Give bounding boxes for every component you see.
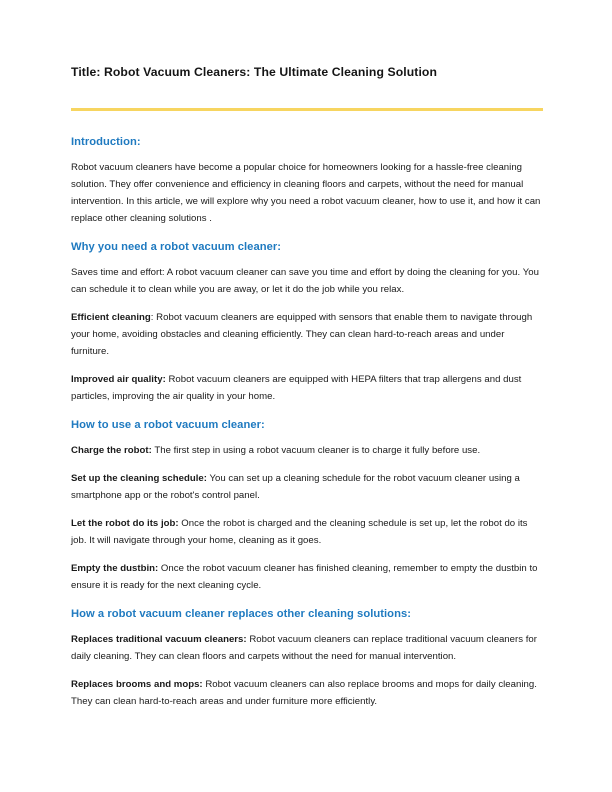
paragraph-lead: Replaces traditional vacuum cleaners: (71, 634, 247, 645)
paragraph-text: : Robot vacuum cleaners are equipped with sensors that enable them to navigate through your home, avoiding obstacles and cleaning efficiently. They can clean hard-to-reach areas and under furniture. (71, 312, 533, 357)
paragraph-lead: Charge the robot: (71, 445, 152, 456)
section-heading: Introduction: (71, 136, 141, 148)
paragraph-text: Robot vacuum cleaners can also replace brooms and mops for daily cleaning. They can clean hard-to-reach areas and under furniture more efficiently. (71, 679, 537, 707)
paragraph-text: Robot vacuum cleaners are equipped with HEPA filters that trap allergens and dust particles, improving the air quality in your home. (71, 374, 522, 402)
paragraph-text: Saves time and effort: A robot vacuum cleaner can save you time and effort by doing the cleaning for you. You can schedule it to clean while you are away, or let it do the job while you relax. (71, 267, 539, 295)
content-section (71, 607, 544, 710)
paragraph-lead: Empty the dustbin: (71, 563, 159, 574)
paragraph-text: Robot vacuum cleaners have become a popular choice for homeowners looking for a hassle-free cleaning solution. They offer convenience and efficiency in cleaning floors and carpets, without the need for manual intervention. In this article, we will explore why you need a robot vacuum cleaner, how to use it, and how it can replace other cleaning solutions . (71, 162, 541, 224)
paragraph-text: Robot vacuum cleaners can replace traditional vacuum cleaners for daily cleaning. They can clean floors and carpets without the need for manual intervention. (71, 634, 537, 662)
paragraph-lead: Let the robot do its job: (71, 518, 179, 529)
paragraph-lead: Efficient cleaning (71, 312, 151, 323)
body-paragraph (71, 470, 544, 504)
body-paragraph (71, 309, 544, 360)
body-paragraph (71, 560, 544, 594)
document-body (71, 135, 544, 710)
paragraph-text: Once the robot is charged and the cleaning schedule is set up, let the robot do its job. It will navigate through your home, cleaning as it goes. (71, 518, 528, 546)
paragraph-lead: Set up the cleaning schedule: (71, 473, 207, 484)
paragraph-text: Once the robot vacuum cleaner has finished cleaning, remember to empty the dustbin to ensure it is ready for the next cleaning cycle. (71, 563, 538, 591)
section-heading: Why you need a robot vacuum cleaner: (71, 241, 282, 253)
paragraph-text: The first step in using a robot vacuum cleaner is to charge it fully before use. (151, 445, 481, 456)
body-paragraph (71, 515, 544, 549)
paragraph-lead: Improved air quality: (71, 374, 166, 385)
section-heading: How a robot vacuum cleaner replaces other cleaning solutions: (71, 608, 412, 620)
body-paragraph (71, 676, 544, 710)
section-heading: How to use a robot vacuum cleaner: (71, 419, 265, 431)
content-section (71, 135, 544, 227)
page-title: Title: Robot Vacuum Cleaners: The Ultimate Cleaning Solution (71, 65, 438, 79)
content-section (71, 418, 544, 594)
paragraph-text: You can set up a cleaning schedule for the robot vacuum cleaner using a smartphone app or the robot's control panel. (71, 473, 520, 501)
paragraph-lead: Replaces brooms and mops: (71, 679, 203, 690)
body-paragraph (71, 159, 544, 227)
title-divider (71, 108, 543, 111)
body-paragraph (71, 631, 544, 665)
body-paragraph (71, 371, 544, 405)
content-section (71, 240, 544, 405)
body-paragraph (71, 442, 544, 459)
body-paragraph (71, 264, 544, 298)
